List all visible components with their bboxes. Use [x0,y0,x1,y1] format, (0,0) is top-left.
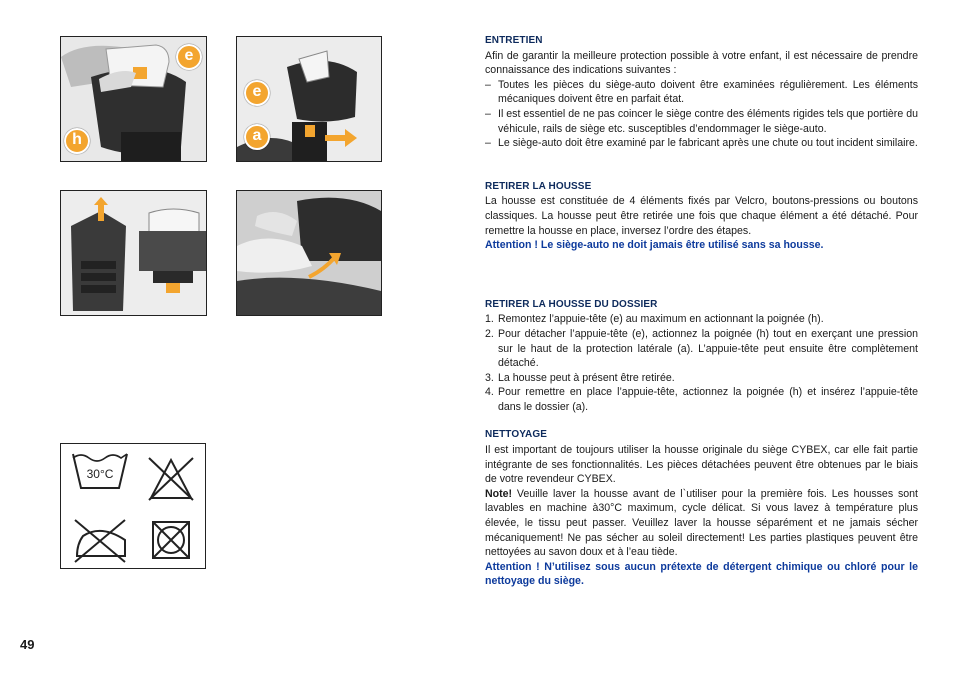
heading-retirer-housse: RETIRER LA HOUSSE [485,180,592,192]
entretien-list [485,78,918,151]
section-entretien [485,34,918,151]
wash-temperature: 30°C [86,467,114,481]
wash-care-symbols [60,443,206,569]
section-retirer-housse [485,180,918,253]
nettoyage-text: Il est important de toujours utiliser la housse originale du siège CYBEX, car elle fait partie intégrante de ses fonctionnalités. Les pièces détachées peuvent être obtenues par le biais de votre revendeur CYBEX. [485,444,918,486]
list-item: 4. Pour remettre en place l’appuie-tête, actionnez la poignée (h) et insérez l’appuie-tête dans le dossier (a). [485,386,918,413]
list-item: – Il est essentiel de ne pas coincer le siège contre des éléments rigides tels que portière du véhicule, rails de siège etc. susceptibles d’endommager le siège-auto. [485,107,918,135]
cover-sections-illustration [61,191,206,315]
retirer-housse-attention: Attention ! Le siège-auto ne doit jamais être utilisé sans sa housse. [485,239,824,252]
insert-headrest-illustration [237,191,381,315]
photo-insert-headrest [236,190,382,316]
no-ironing-icon [75,520,125,562]
callout-h-photo1: h [64,128,90,154]
page-number: 49 [20,637,35,652]
callout-e-photo1: e [176,44,202,70]
nettoyage-note [485,487,918,560]
section-retirer-dossier [485,298,918,415]
text-column [485,34,918,589]
callout-a-photo2: a [244,124,270,150]
heading-retirer-dossier: RETIRER LA HOUSSE DU DOSSIER [485,298,658,310]
list-item: 3. La housse peut à présent être retirée. [485,371,675,384]
list-item: 2. Pour détacher l’appuie-tête (e), actionnez la poignée (h) tout en exerçant une pression sur le haut de la protection latérale (a). L’appuie-tête peut ensuite être complètement détaché. [485,327,918,370]
no-tumble-dry-icon [153,522,189,558]
heading-entretien: ENTRETIEN [485,35,543,46]
list-item: 1. Remontez l’appuie-tête (e) au maximum en actionnant la poignée (h). [485,313,824,326]
heading-nettoyage: NETTOYAGE [485,429,548,441]
entretien-intro: Afin de garantir la meilleure protection possible à votre enfant, il est nécessaire de prendre connaissance des indications suivantes : [485,49,918,77]
no-bleach-icon [149,458,193,500]
wash-30-icon [73,454,127,488]
nettoyage-attention: Attention ! N’utilisez sous aucun prétexte de détergent chimique ou chloré pour le nettoyage du siège. [485,560,918,588]
photo-cover-sections [60,190,207,316]
retirer-dossier-list [485,312,918,414]
retirer-housse-text: La housse est constituée de 4 éléments fixés par Velcro, boutons-pressions ou boutons classiques. La housse peut être retirée une fois que chaque élément a été détaché. Pour remettre la housse en place, inversez l’ordre des étapes. [485,195,918,237]
wash-care-svg [61,444,205,568]
note-text: Veuille laver la housse avant de l`utiliser pour la première fois. Les housses sont lavables en machine à30°C maximum, cycle délicat. Si vous lavez à température plus élevée, le tissu peut passer. Veuillez laver la housse séparément et ne jamais sécher mécaniquement! Ne pas sécher au soleil directement! Les parties plastiques peuvent être nettoyées au savon doux et à l’eau tiède. [485,487,918,559]
list-item: – Toutes les pièces du siège-auto doivent être examinées régulièrement. Les éléments mécaniques doivent être en parfait état. [485,78,918,106]
section-nettoyage [485,428,918,589]
callout-e-photo2: e [244,80,270,106]
note-label: Note! [485,487,513,500]
list-item: – Le siège-auto doit être examiné par le fabricant après une chute ou tout incident similaire. [485,137,918,150]
